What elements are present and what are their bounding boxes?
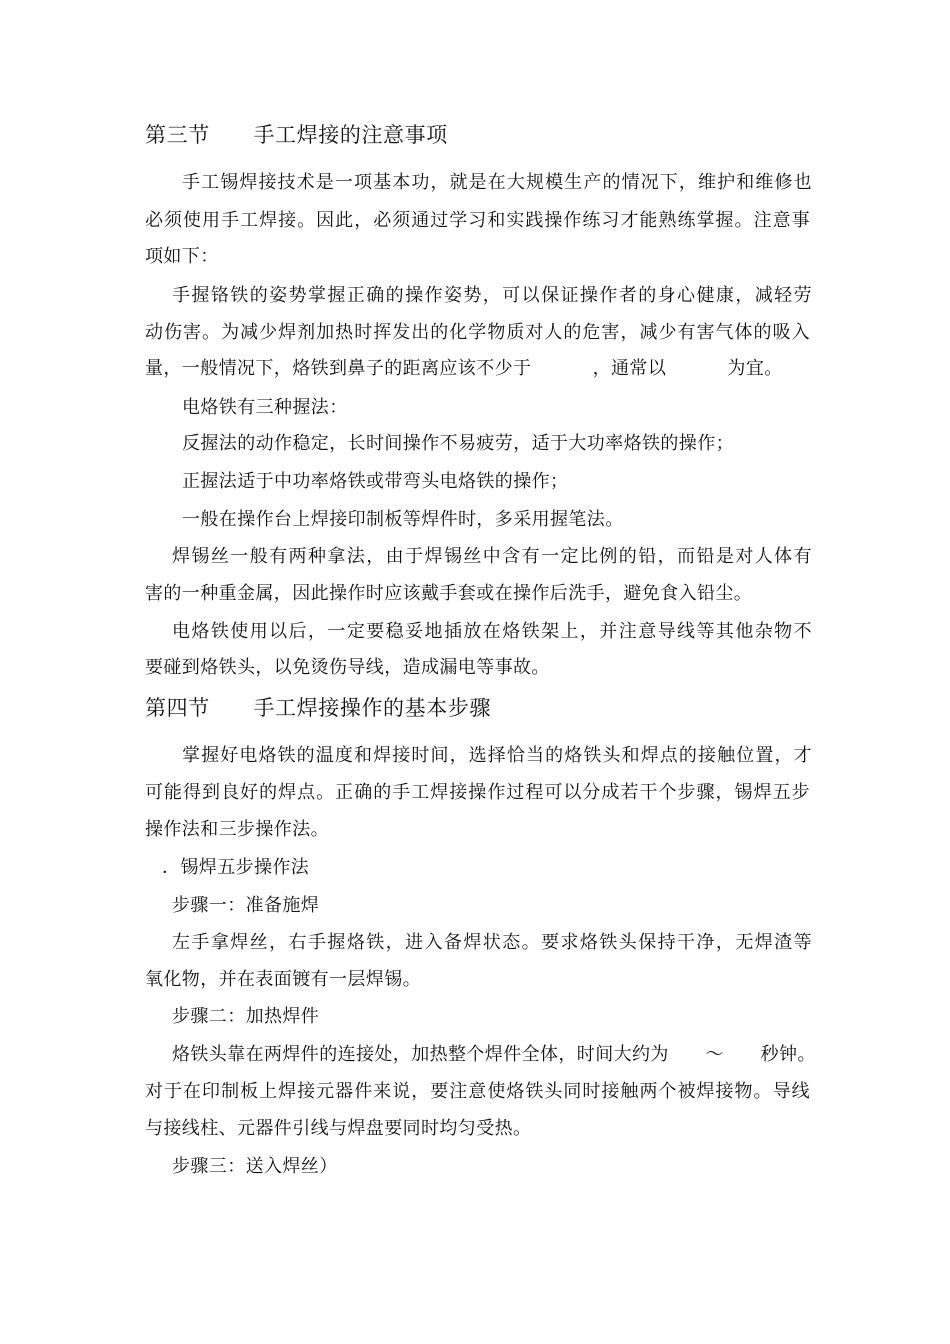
section-3-heading: 第三节 手工焊接的注意事项 bbox=[145, 123, 448, 147]
solder-wire-line-1: 焊锡丝一般有两种拿法，由于焊锡丝中含有一定比例的铅，而铅是对人体有 bbox=[172, 546, 812, 567]
grip-method-forward: 正握法适于中功率烙铁或带弯头电烙铁的操作； bbox=[182, 471, 569, 492]
five-step-method-title: ．锡焊五步操作法 bbox=[162, 857, 310, 878]
posture-line-1: 手握铬铁的姿势掌握正确的操作姿势，可以保证操作者的身心健康，减轻劳 bbox=[172, 285, 812, 306]
step-2-title: 步骤二：加热焊件 bbox=[172, 1006, 320, 1027]
posture-line-3: 量，一般情况下，烙铁到鼻子的距离应该不少于 ，通常以 为宜。 bbox=[145, 358, 783, 379]
iron-storage-line-2: 要碰到烙铁头，以免烫伤导线，造成漏电等事故。 bbox=[145, 657, 550, 678]
grip-method-reverse: 反握法的动作稳定，长时间操作不易疲劳，适于大功率烙铁的操作； bbox=[182, 433, 734, 454]
section-4-intro-line-1: 掌握好电烙铁的温度和焊接时间，选择恰当的烙铁头和焊点的接触位置，才 bbox=[182, 745, 812, 766]
section-4-intro-line-3: 操作法和三步操作法。 bbox=[145, 819, 329, 840]
step-2-line-1: 烙铁头靠在两焊件的连接处，加热整个焊件全体，时间大约为 ～ 秒钟。 bbox=[172, 1044, 816, 1065]
section-3-intro-line-3: 项如下： bbox=[145, 246, 219, 267]
section-4-heading: 第四节 手工焊接操作的基本步骤 bbox=[145, 696, 492, 720]
step-1-line-2: 氧化物，并在表面镀有一层焊锡。 bbox=[145, 969, 421, 990]
section-3-intro-line-2: 必须使用手工焊接。因此，必须通过学习和实践操作练习才能熟练掌握。注意事 bbox=[145, 210, 810, 231]
step-1-line-1: 左手拿焊丝，右手握烙铁，进入备焊状态。要求烙铁头保持干净，无焊渣等 bbox=[172, 932, 812, 953]
step-3-title: 步骤三：送入焊丝） bbox=[172, 1156, 338, 1177]
section-4-intro-line-2: 可能得到良好的焊点。正确的手工焊接操作过程可以分成若干个步骤，锡焊五步 bbox=[145, 782, 810, 803]
solder-wire-line-2: 害的一种重金属，因此操作时应该戴手套或在操作后洗手，避免食入铅尘。 bbox=[145, 583, 753, 604]
grip-method-pen: 一般在操作台上焊接印制板等焊件时，多采用握笔法。 bbox=[182, 509, 624, 530]
iron-storage-line-1: 电烙铁使用以后，一定要稳妥地插放在烙铁架上，并注意导线等其他杂物不 bbox=[172, 621, 812, 642]
step-1-title: 步骤一：准备施焊 bbox=[172, 895, 320, 916]
section-3-intro-line-1: 手工锡焊接技术是一项基本功，就是在大规模生产的情况下，维护和维修也 bbox=[182, 172, 812, 193]
posture-line-2: 动伤害。为减少焊剂加热时挥发出的化学物质对人的危害，减少有害气体的吸入 bbox=[145, 322, 810, 343]
grip-methods-title: 电烙铁有三种握法： bbox=[182, 397, 348, 418]
step-2-line-3: 与接线柱、元器件引线与焊盘要同时均匀受热。 bbox=[145, 1118, 532, 1139]
step-2-line-2: 对于在印制板上焊接元器件来说，要注意使烙铁头同时接触两个被焊接物。导线 bbox=[145, 1081, 810, 1102]
